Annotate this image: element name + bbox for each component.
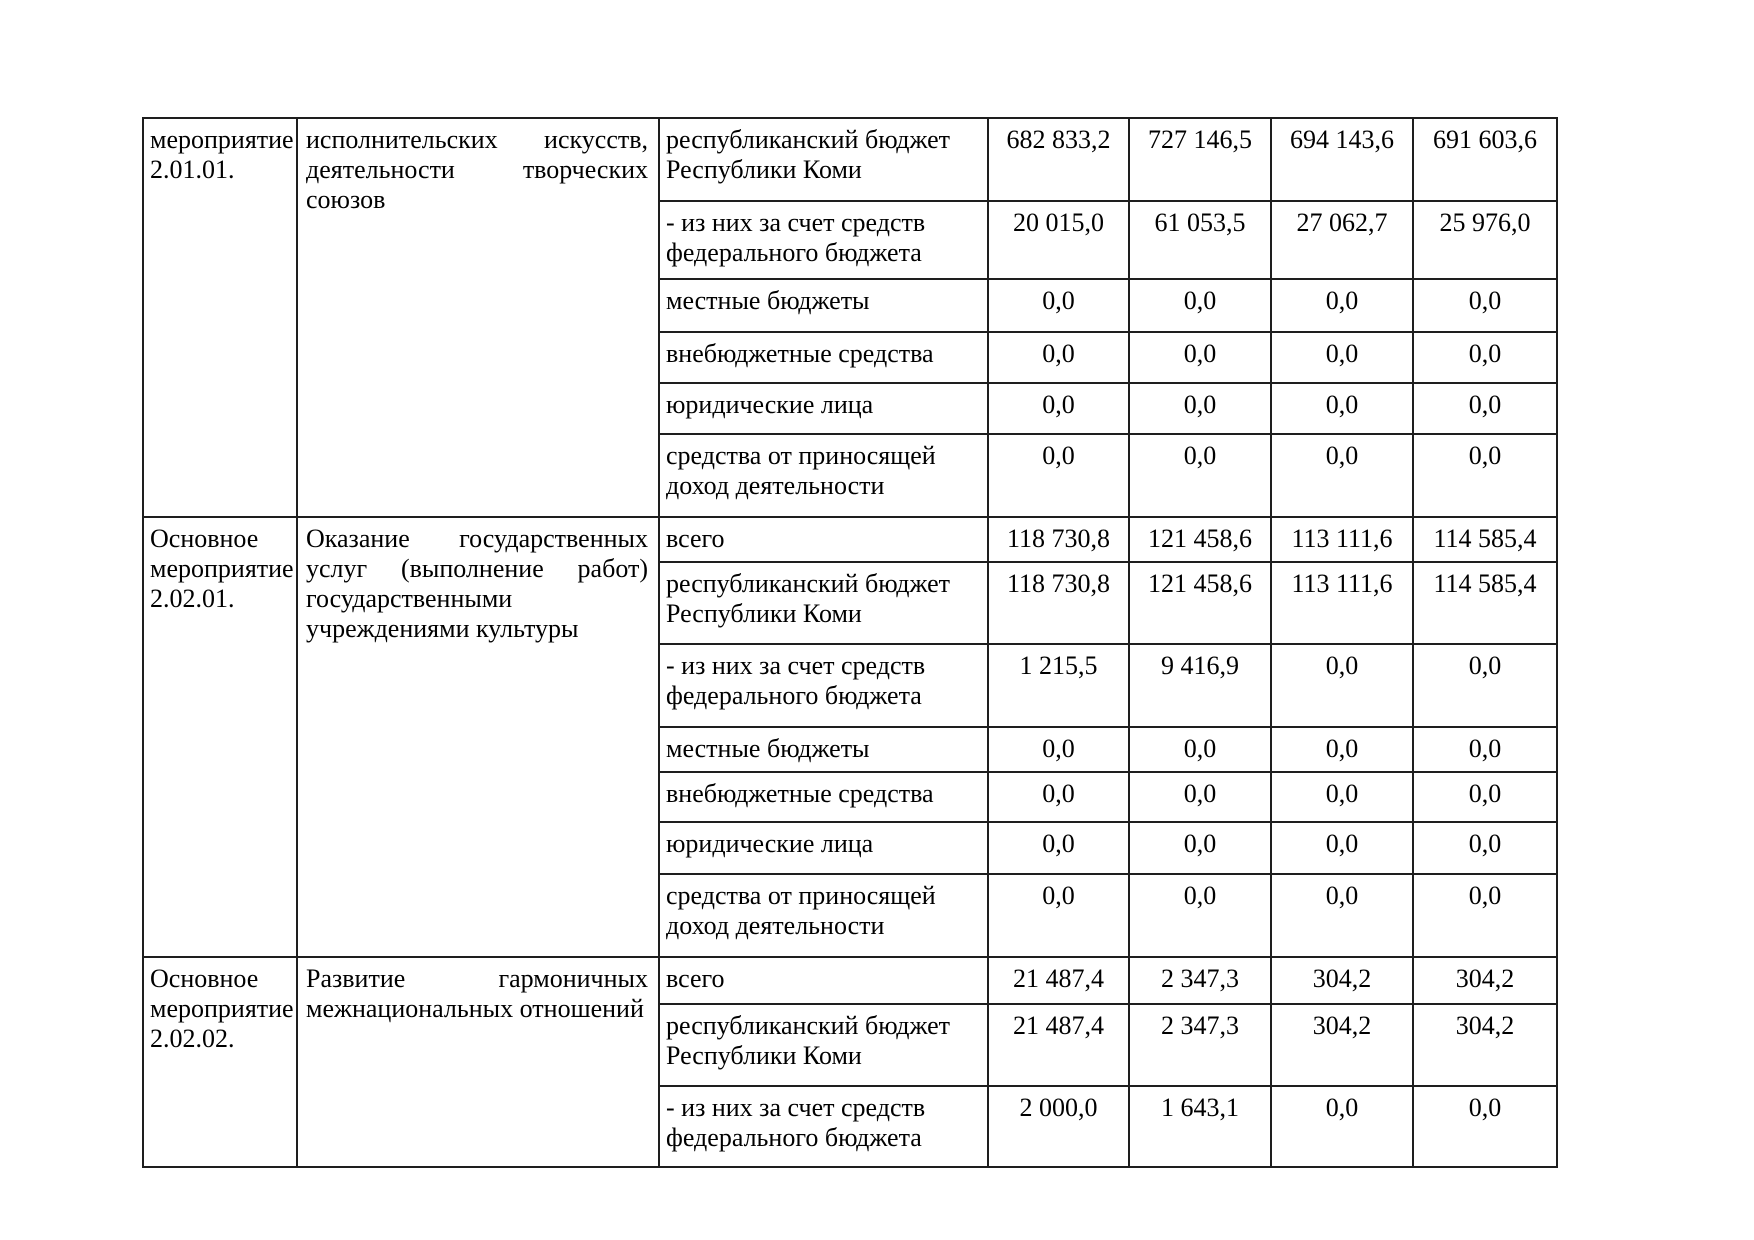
amount-cell: 727 146,5: [1129, 118, 1271, 201]
amount-cell: 0,0: [1271, 644, 1413, 727]
funding-source-cell: юридические лица: [659, 822, 988, 874]
activity-id-cell: Основное мероприятие 2.02.01.: [143, 517, 297, 957]
amount-cell: 118 730,8: [988, 517, 1129, 562]
amount-cell: 27 062,7: [1271, 201, 1413, 279]
amount-cell: 0,0: [988, 772, 1129, 822]
amount-cell: 0,0: [1271, 822, 1413, 874]
amount-cell: 0,0: [1129, 332, 1271, 383]
amount-cell: 0,0: [988, 383, 1129, 434]
amount-cell: 682 833,2: [988, 118, 1129, 201]
funding-source-cell: внебюджетные средства: [659, 772, 988, 822]
amount-cell: 0,0: [1271, 279, 1413, 332]
amount-cell: 0,0: [1271, 727, 1413, 772]
funding-source-cell: - из них за счет средств федерального бюджета: [659, 644, 988, 727]
amount-cell: 0,0: [988, 434, 1129, 517]
amount-cell: 2 000,0: [988, 1086, 1129, 1167]
funding-source-cell: местные бюджеты: [659, 727, 988, 772]
activity-id-cell: мероприятие 2.01.01.: [143, 118, 297, 517]
amount-cell: 0,0: [1413, 822, 1557, 874]
funding-source-cell: внебюджетные средства: [659, 332, 988, 383]
amount-cell: 118 730,8: [988, 562, 1129, 644]
amount-cell: 114 585,4: [1413, 562, 1557, 644]
amount-cell: 0,0: [1271, 772, 1413, 822]
amount-cell: 0,0: [1129, 434, 1271, 517]
funding-source-cell: республиканский бюджет Республики Коми: [659, 118, 988, 201]
amount-cell: 0,0: [988, 279, 1129, 332]
amount-cell: 304,2: [1271, 1004, 1413, 1086]
amount-cell: 61 053,5: [1129, 201, 1271, 279]
amount-cell: 0,0: [1129, 772, 1271, 822]
funding-row: [143, 118, 1557, 201]
amount-cell: 1 643,1: [1129, 1086, 1271, 1167]
amount-cell: 694 143,6: [1271, 118, 1413, 201]
amount-cell: 0,0: [1413, 279, 1557, 332]
amount-cell: 0,0: [1271, 332, 1413, 383]
funding-source-cell: всего: [659, 517, 988, 562]
amount-cell: 0,0: [1129, 822, 1271, 874]
funding-source-cell: юридические лица: [659, 383, 988, 434]
amount-cell: 2 347,3: [1129, 957, 1271, 1004]
activity-description-cell: исполнительских искусств, деятельности творческих союзов: [297, 118, 659, 517]
amount-cell: 0,0: [1129, 279, 1271, 332]
funding-source-cell: средства от приносящей доход деятельности: [659, 874, 988, 957]
amount-cell: 121 458,6: [1129, 517, 1271, 562]
amount-cell: 2 347,3: [1129, 1004, 1271, 1086]
amount-cell: 0,0: [1413, 727, 1557, 772]
activity-description-cell: Развитие гармоничных межнациональных отношений: [297, 957, 659, 1167]
amount-cell: 0,0: [1413, 874, 1557, 957]
amount-cell: 0,0: [988, 822, 1129, 874]
amount-cell: 25 976,0: [1413, 201, 1557, 279]
funding-row: [143, 517, 1557, 562]
budget-allocation-table: [142, 117, 1558, 1168]
amount-cell: 113 111,6: [1271, 517, 1413, 562]
amount-cell: 691 603,6: [1413, 118, 1557, 201]
amount-cell: 121 458,6: [1129, 562, 1271, 644]
amount-cell: 304,2: [1271, 957, 1413, 1004]
amount-cell: 114 585,4: [1413, 517, 1557, 562]
amount-cell: 0,0: [988, 332, 1129, 383]
amount-cell: 1 215,5: [988, 644, 1129, 727]
amount-cell: 21 487,4: [988, 957, 1129, 1004]
activity-description-cell: Оказание государственных услуг (выполнение работ) государственными учреждениями культуры: [297, 517, 659, 957]
amount-cell: 0,0: [1129, 383, 1271, 434]
amount-cell: 304,2: [1413, 1004, 1557, 1086]
funding-source-cell: местные бюджеты: [659, 279, 988, 332]
amount-cell: 9 416,9: [1129, 644, 1271, 727]
funding-source-cell: всего: [659, 957, 988, 1004]
amount-cell: 0,0: [1413, 1086, 1557, 1167]
amount-cell: 0,0: [1413, 383, 1557, 434]
amount-cell: 20 015,0: [988, 201, 1129, 279]
amount-cell: 0,0: [1129, 727, 1271, 772]
amount-cell: 0,0: [1413, 772, 1557, 822]
funding-source-cell: республиканский бюджет Республики Коми: [659, 562, 988, 644]
amount-cell: 0,0: [988, 727, 1129, 772]
amount-cell: 0,0: [1413, 644, 1557, 727]
funding-source-cell: - из них за счет средств федерального бюджета: [659, 201, 988, 279]
amount-cell: 0,0: [1413, 434, 1557, 517]
amount-cell: 304,2: [1413, 957, 1557, 1004]
funding-source-cell: республиканский бюджет Республики Коми: [659, 1004, 988, 1086]
activity-id-cell: Основное мероприятие 2.02.02.: [143, 957, 297, 1167]
amount-cell: 0,0: [988, 874, 1129, 957]
amount-cell: 0,0: [1413, 332, 1557, 383]
amount-cell: 21 487,4: [988, 1004, 1129, 1086]
amount-cell: 0,0: [1271, 874, 1413, 957]
amount-cell: 0,0: [1271, 1086, 1413, 1167]
funding-source-cell: - из них за счет средств федерального бюджета: [659, 1086, 988, 1167]
funding-row: [143, 957, 1557, 1004]
amount-cell: 0,0: [1129, 874, 1271, 957]
amount-cell: 0,0: [1271, 434, 1413, 517]
amount-cell: 113 111,6: [1271, 562, 1413, 644]
funding-source-cell: средства от приносящей доход деятельности: [659, 434, 988, 517]
amount-cell: 0,0: [1271, 383, 1413, 434]
